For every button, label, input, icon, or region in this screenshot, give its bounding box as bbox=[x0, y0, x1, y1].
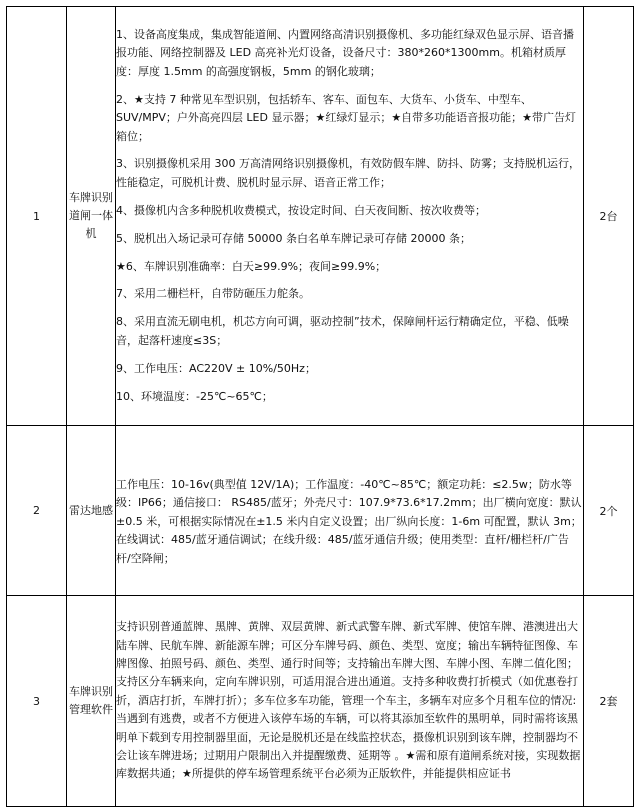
spec-item: 5、脱机出入场记录可存储 50000 条白名单车牌记录可存储 20000 条； bbox=[116, 231, 471, 245]
spec-item: 7、采用二栅栏杆，自带防砸压力舵条。 bbox=[116, 287, 310, 301]
quantity: 2个 bbox=[584, 426, 634, 596]
spec-cell bbox=[116, 7, 584, 426]
row-number: 3 bbox=[7, 596, 67, 807]
quantity: 2台 bbox=[584, 7, 634, 426]
spec-cell bbox=[116, 596, 584, 807]
spec-item: 2、★支持 7 种常见车型识别，包括轿车、客车、面包车、大货车、小货车、中型车、SUV/MPV；户外高亮四层 LED 显示器；★红绿灯显示；★自带多功能语音报功能；★带广告灯箱位； bbox=[116, 92, 577, 143]
spec-item: 1、设备高度集成，集成智能道闸、内置网络高清识别摄像机、多功能红绿双色显示屏、语音播报功能、网络控制器及 LED 高亮补光灯设备，设备尺寸：380*260*1300mm。机箱材质厚度：厚度 1.5mm 的高强度钢板，5mm 的钢化玻璃； bbox=[116, 28, 574, 78]
row-number: 1 bbox=[7, 7, 67, 426]
spec-item: 3、识别摄像机采用 300 万高清网络识别摄像机，有效防假车牌、防抖、防雾；支持脱机运行，性能稳定，可脱机计费、脱机时显示屏、语音正常工作； bbox=[116, 157, 580, 189]
spec-table bbox=[6, 6, 634, 807]
spec-item: 工作电压：10-16v(典型值 12V/1A)；工作温度：-40℃~85℃；额定功耗：≤2.5w；防水等级：IP66；通信接口： RS485/蓝牙；外壳尺寸：107.9*73.6*17.2mm；出厂横向宽度：默认±0.5 米，可根据实际情况在±1.5 米内自定义设置；出厂纵向长度：1-6m 可配置，默认 3m；在线调试：485/蓝牙通信调试；在线升级：485/蓝牙通信升级；使用类型：直杆/栅栏杆/广告杆/空降闸； bbox=[116, 477, 582, 565]
spec-item: 4、摄像机内含多种脱机收费模式，按设定时间、白天夜间断、按次收费等； bbox=[116, 203, 486, 217]
spec-item: 支持识别普通蓝牌、黑牌、黄牌、双层黄牌、新式武警车牌、新式军牌、使馆车牌、港澳进出大陆车牌、民航车牌、新能源车牌；可区分车牌号码、颜色、类型、宽度；输出车辆特征图像、车牌图像、拍照号码、颜色、类型、通行时间等；支持输出车牌大图、车牌小图、车牌二值化图；支持区分车辆来向，定向车牌识别，可适用混合进出通道。支持多种收费打折模式（如优惠卷打折，酒店打折，车牌打折）；多车位多车功能，管理一个车主，多辆车对应多个月租车位的情况:当遇到有逃费，或者不方便进入该停车场的车辆，可以将其添加至软件的黑明单，同时需将该黑明单下载到专用控制器里面，无论是脱机还是在线监控状态，摄像机识别到该车牌，控制器均不会让该车牌进场；过期用户限制出入并提醒缴费、延期等 。★需和原有道闸系统对接，实现数据库数据共通；★所提供的停车场管理系统平台必须为正版软件，并能提供相应证书 bbox=[116, 620, 581, 781]
row-number: 2 bbox=[7, 426, 67, 596]
spec-cell bbox=[116, 426, 584, 596]
table-row bbox=[7, 596, 634, 807]
spec-item: 10、环境温度：-25℃~65℃； bbox=[116, 389, 273, 403]
product-name: 车牌识别道闸一体机 bbox=[67, 7, 116, 426]
table-row bbox=[7, 426, 634, 596]
spec-item: 9、工作电压：AC220V ± 10%/50Hz； bbox=[116, 361, 316, 375]
quantity: 2套 bbox=[584, 596, 634, 807]
spec-item: 8、采用直流无刷电机，机芯方向可调，驱动控制”技术，保障闸杆运行精确定位，平稳、低噪音，起落杆速度≤3S； bbox=[116, 315, 569, 347]
product-name: 雷达地感 bbox=[67, 426, 116, 596]
table-row bbox=[7, 7, 634, 426]
spec-item: ★6、车牌识别准确率：白天≥99.9%；夜间≥99.9%； bbox=[116, 259, 387, 273]
product-name: 车牌识别管理软件 bbox=[67, 596, 116, 807]
